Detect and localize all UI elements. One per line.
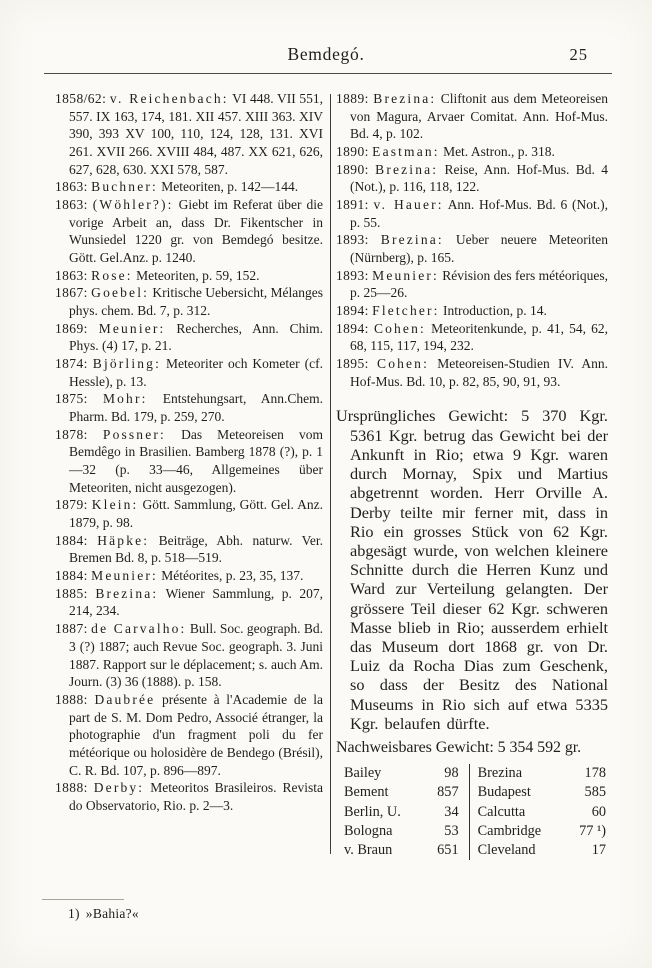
bibliography-entry xyxy=(55,284,323,319)
entry-author: (Wöhler?): xyxy=(92,197,174,213)
entry-author: Rose: xyxy=(91,267,133,283)
entry-author: Meunier: xyxy=(91,568,158,584)
bibliography-entry xyxy=(55,620,323,691)
entry-year: 1893: xyxy=(336,267,369,283)
entry-author: v. Reichenbach: xyxy=(109,91,229,106)
original-weight-body: 5361 Kgr. betrug das Gewicht bei der Ankunft in Rio; etwa 9 Kgr. waren durch Mornay, Spix und Martius abgetrennt worden. Herr Orville A. Derby teilte mir ferner mit, dass in Rio ein grosses Stück von 62 Kgr. abgesägt wurde, von welchen kleinere Schnitte durch die Herren Kunz und Ward zur Verteilung gelangten. Der grössere Teil dieser 62 Kgr. schweren Masse blieb in Rio; ausserdem erhielt das Museum dort 1868 gr. von Dr. Luiz da Rocha Dias zum Geschenk, so dass der Besitz des National Museums in Rio sich auf etwa 5335 Kgr. belaufen dürfte. xyxy=(350,425,608,733)
collection-weight: 585 xyxy=(584,784,606,801)
entry-year: 1894: xyxy=(336,303,369,319)
bibliography-entry xyxy=(336,302,608,320)
collection-weight: 98 xyxy=(444,765,459,782)
entry-text: Ann. Hof-Mus. Bd. 6 (Not.), p. 55. xyxy=(350,197,609,230)
page-number: 25 xyxy=(569,45,588,64)
specimen-weight-table xyxy=(336,764,608,860)
bibliography-entry xyxy=(55,426,323,497)
collection-name: v. Braun xyxy=(344,841,393,858)
bibliography-entry xyxy=(55,779,323,814)
entry-year: 1879: xyxy=(55,497,88,513)
bibliography-entry xyxy=(55,267,323,285)
table-row xyxy=(336,841,608,860)
collection-weight: 651 xyxy=(437,841,459,858)
footnote-rule xyxy=(42,899,124,900)
entry-text: Meteoritos Brasileiros. Revista do Observatorio, Rio. p. 2—3. xyxy=(69,780,324,813)
entry-year: 1884: xyxy=(55,532,88,548)
entry-text: Kritische Uebersicht, Mélanges phys. chem. Bd. 7, p. 312. xyxy=(69,285,324,319)
verified-weight-label: Nachweisbares Gewicht: xyxy=(336,739,494,757)
entry-author: Brezina: xyxy=(373,91,437,106)
entry-year: 1867: xyxy=(55,285,88,301)
entry-author: Goebel: xyxy=(91,285,150,301)
entry-author: de Carvalho: xyxy=(91,621,187,637)
collection-name: Brezina xyxy=(469,764,568,783)
collection-weight: 60 xyxy=(591,803,606,820)
collection-name: Bailey xyxy=(344,765,382,782)
two-column-body xyxy=(55,90,608,860)
entry-year: 1875: xyxy=(55,391,88,407)
entry-text: Beiträge, Abh. naturw. Ver. Bremen Bd. 8, p. 518—519. xyxy=(69,532,323,566)
bibliography-entry xyxy=(55,390,323,425)
entry-author: Possner: xyxy=(102,426,166,442)
collection-name: Cleveland xyxy=(469,841,568,860)
entry-author: Daubrée xyxy=(94,691,156,707)
collection-weight: 17 xyxy=(591,841,606,858)
bibliography-entry xyxy=(55,691,323,779)
entry-text: Das Meteoreisen vom Bemdêgo in Brasilien. Bamberg 1878 (?), p. 1—32 (p. 33—46, Allgemeines über Meteoriten, nicht ausgezogen). xyxy=(69,426,324,495)
entry-author: Eastman: xyxy=(372,144,440,160)
bibliography-entry xyxy=(336,196,608,231)
bibliography-entry xyxy=(55,196,323,267)
collection-weight: 77 ¹) xyxy=(579,822,606,839)
entry-year: 1890: xyxy=(336,144,369,160)
entry-author: v. Hauer: xyxy=(373,197,444,213)
entry-text: Wiener Sammlung, p. 207, 214, 234. xyxy=(69,585,323,619)
bibliography-entry xyxy=(336,355,608,390)
entry-year: 1869: xyxy=(55,320,88,336)
bibliography-entry xyxy=(55,567,323,585)
entry-author: Mohr: xyxy=(102,391,148,407)
collection-weight: 178 xyxy=(584,765,606,782)
entry-text: Meteoreisen-Studien IV. Ann. Hof-Mus. Bd. 10, p. 82, 85, 90, 91, 93. xyxy=(350,356,609,389)
entry-text: Introduction, p. 14. xyxy=(442,303,547,319)
collection-weight: 857 xyxy=(437,784,459,801)
entry-text: Ueber neuere Meteoriten (Nürnberg), p. 165. xyxy=(350,232,609,266)
original-weight-label: Ursprüngliches Gewicht: xyxy=(336,406,509,426)
weight-table-body xyxy=(336,764,608,860)
bibliography-entry xyxy=(336,267,608,302)
bibliography-entry xyxy=(336,90,608,143)
footnote-marker: 1) xyxy=(68,906,80,921)
entry-text: Meteoriten, p. 59, 152. xyxy=(136,267,260,283)
bibliography-entry xyxy=(55,320,323,355)
bibliography-entry xyxy=(336,320,608,355)
entry-year: 1893: xyxy=(336,232,369,248)
bibliography-right xyxy=(336,90,608,390)
bibliography-entry xyxy=(55,532,323,567)
bibliography-entry xyxy=(55,355,323,390)
collection-name: Bement xyxy=(344,784,389,801)
entry-year: 1863: xyxy=(55,179,88,195)
bibliography-entry xyxy=(336,143,608,161)
column-divider-rule xyxy=(330,94,331,854)
right-column xyxy=(336,90,608,860)
entry-author: Björling: xyxy=(92,356,161,372)
entry-year: 1895: xyxy=(336,356,369,372)
header-rule xyxy=(44,73,612,74)
bibliography-entry xyxy=(55,90,323,178)
entry-author: Buchner: xyxy=(91,179,158,195)
entry-author: Cohen: xyxy=(373,320,426,336)
bibliography-entry xyxy=(55,585,323,620)
bibliography-left xyxy=(55,90,323,815)
entry-author: Brezina: xyxy=(375,161,439,177)
entry-text: Météorites, p. 23, 35, 137. xyxy=(161,568,304,584)
entry-text: Meteoritenkunde, p. 41, 54, 62, 68, 115, 117, 194, 232. xyxy=(350,320,609,354)
left-column xyxy=(55,90,323,860)
collection-name: Calcutta xyxy=(469,803,568,822)
entry-text: Reise, Ann. Hof-Mus. Bd. 4 (Not.), p. 116, 118, 122. xyxy=(350,161,609,195)
collection-weight: 34 xyxy=(444,803,459,820)
entry-author: Derby: xyxy=(93,780,145,796)
entry-author: Brezina: xyxy=(95,585,159,601)
entry-text: Révision des fers météoriques, p. 25—26. xyxy=(350,267,609,301)
collection-weight: 53 xyxy=(444,822,459,839)
entry-year: 1885: xyxy=(55,585,88,601)
entry-year: 1890: xyxy=(336,161,369,177)
entry-author: Meunier: xyxy=(98,320,166,336)
entry-text: Recherches, Ann. Chim. Phys. (4) 17, p. 21. xyxy=(69,320,324,354)
entry-year: 1884: xyxy=(55,568,88,584)
bibliography-entry xyxy=(55,178,323,196)
collection-name: Budapest xyxy=(469,783,568,802)
entry-author: Brezina: xyxy=(380,232,444,248)
verified-weight-line xyxy=(336,738,608,757)
entry-year: 1858/62: xyxy=(55,91,107,106)
table-row xyxy=(336,822,608,841)
entry-text: Met. Astron., p. 318. xyxy=(443,144,555,160)
entry-author: Klein: xyxy=(91,497,139,513)
table-row xyxy=(336,764,608,783)
entry-author: Häpke: xyxy=(97,532,150,548)
entry-year: 1874: xyxy=(55,356,88,372)
entry-text: Meteoriter och Kometer (cf. Hessle), p. 13. xyxy=(69,356,324,389)
entry-author: Meunier: xyxy=(372,267,439,283)
footnote-text: »Bahia?« xyxy=(85,906,139,921)
bibliography-entry xyxy=(336,231,608,266)
entry-year: 1894: xyxy=(336,320,369,336)
entry-text: présente à l'Academie de la part de S. M. Dom Pedro, Associé étranger, la photographie d'un fragment poli du fer météorique ou holosidère de Bendego (Brésil), C. R. Bd. 107, p. 896—897. xyxy=(69,691,323,778)
verified-weight-value: 5 354 592 gr. xyxy=(497,739,582,757)
table-row xyxy=(336,803,608,822)
table-row xyxy=(336,783,608,802)
entry-author: Fletcher: xyxy=(372,303,440,319)
entry-year: 1891: xyxy=(336,197,369,213)
entry-year: 1863: xyxy=(55,197,88,213)
entry-author: Cohen: xyxy=(377,356,430,372)
footnote xyxy=(68,906,139,922)
entry-year: 1887: xyxy=(55,621,88,637)
entry-year: 1888: xyxy=(55,780,88,796)
entry-year: 1889: xyxy=(336,91,369,106)
entry-text: Gött. Sammlung, Gött. Gel. Anz. 1879, p. 98. xyxy=(69,497,324,531)
bibliography-entry xyxy=(55,496,323,531)
original-weight-paragraph xyxy=(336,406,608,733)
entry-text: Meteoriten, p. 142—144. xyxy=(161,179,299,195)
entry-text: Cliftonit aus dem Meteoreisen von Magura, Arvaer Comitat. Ann. Hof-Mus. Bd. 4, p. 102. xyxy=(350,91,609,142)
entry-year: 1878: xyxy=(55,426,88,442)
collection-name: Cambridge xyxy=(469,822,568,841)
collection-name: Bologna xyxy=(344,822,393,839)
entry-text: VI 448. VII 551, 557. IX 163, 174, 181. XII 457. XIII 363. XIV 390, 393 XV 100, 110, 124, 128, 131. XVI 261. XVII 266. XVIII 484, 487. XX 621, 626, 627, 628, 630. XXI 578, 587. xyxy=(69,91,323,177)
original-weight-value: 5 370 Kgr. xyxy=(521,406,609,426)
entry-text: Giebt im Referat über die vorige Arbeit an, dass Dr. Fikentscher in Wunsiedel 1220 gr. von Bemdegó besitze. Gött. Gel.Anz. p. 1240. xyxy=(69,197,324,266)
entry-text: Entstehungsart, Ann.Chem. Pharm. Bd. 179, p. 259, 270. xyxy=(69,391,324,425)
entry-text: Bull. Soc. geograph. Bd. 3 (?) 1887; auch Revue Soc. geograph. 3. Juni 1887. Rapport sur le déplacement; s. auch Am. Journ. (3) 36 (1888). p. 158. xyxy=(69,621,324,690)
entry-year: 1863: xyxy=(55,267,88,283)
collection-name: Berlin, U. xyxy=(344,803,401,820)
entry-year: 1888: xyxy=(55,691,88,707)
bibliography-entry xyxy=(336,161,608,196)
page-title: Bemdegó. xyxy=(287,44,365,64)
